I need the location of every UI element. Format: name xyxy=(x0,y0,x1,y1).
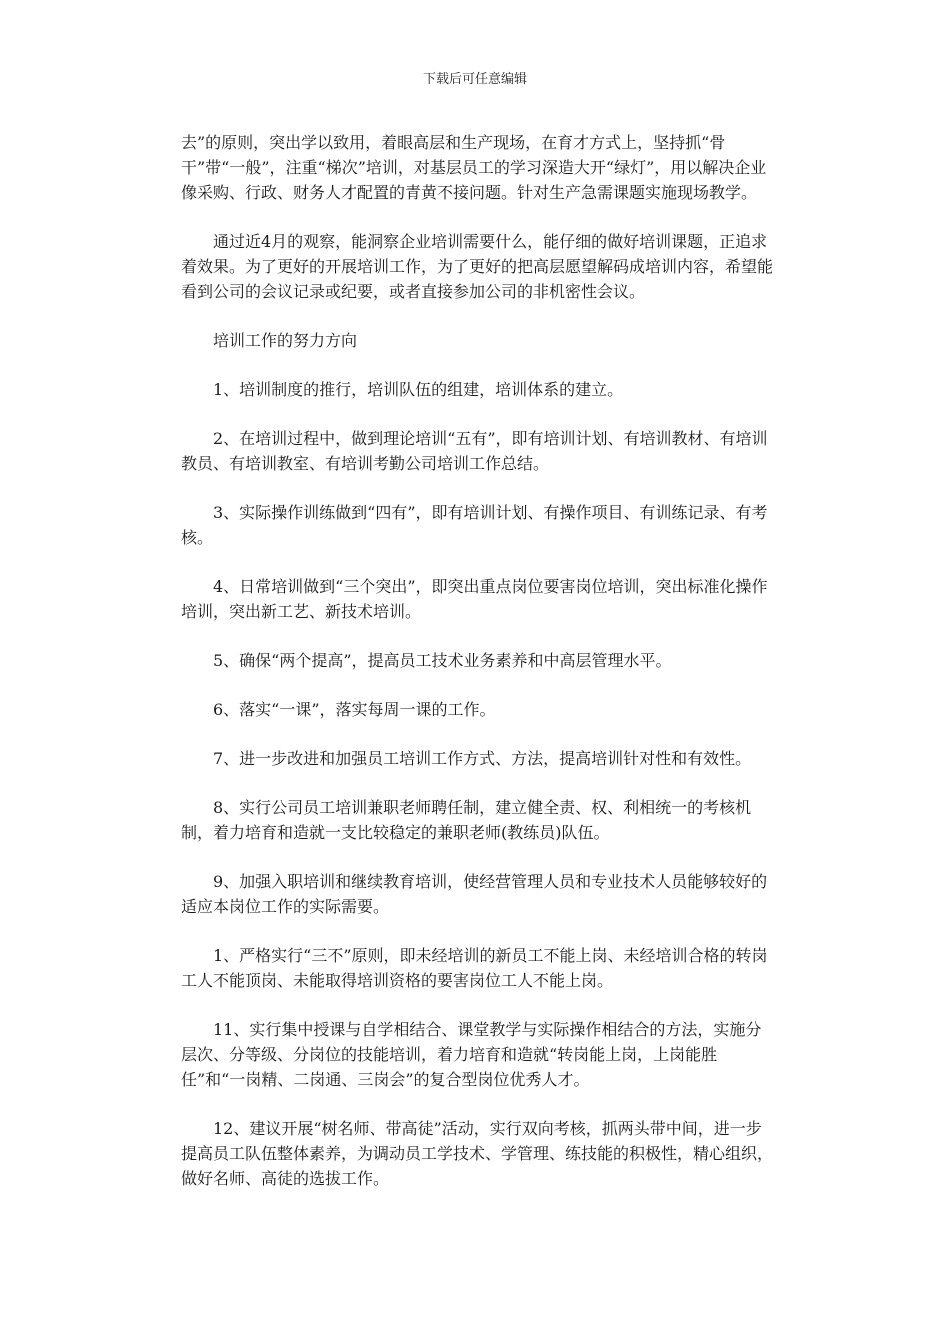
list-item: 4、日常培训做到“三个突出”，即突出重点岗位要害岗位培训，突出标准化操作培训，突出新工艺、新技术培训。 xyxy=(181,577,768,621)
list-item: 9、加强入职培训和继续教育培训，使经营管理人员和专业技术人员能够较好的适应本岗位工作的实际需要。 xyxy=(181,872,768,916)
list-item: 11、实行集中授课与自学相结合、课堂教学与实际操作相结合的方法，实施分层次、分等级、分岗位的技能培训，着力培育和造就“转岗能上岗，上岗能胜任”和“一岗精、二岗通、三岗会”的复合型岗位优秀人才。 xyxy=(181,1020,762,1089)
section-heading: 培训工作的努力方向 xyxy=(213,331,358,350)
list-item: 5、确保“两个提高”，提高员工技术业务素养和中高层管理水平。 xyxy=(213,651,672,670)
list-item: 6、落实“一课”，落实每周一课的工作。 xyxy=(213,700,496,719)
document-body xyxy=(181,130,773,1215)
page-header: 下载后可任意编辑 xyxy=(422,72,527,87)
list-item: 2、在培训过程中，做到理论培训“五有”，即有培训计划、有培训教材、有培训教员、有培训教室、有培训考勤公司培训工作总结。 xyxy=(181,429,768,473)
list-item: 1、培训制度的推行，培训队伍的组建，培训体系的建立。 xyxy=(213,380,624,399)
paragraph: 通过近4月的观察，能洞察企业培训需要什么，能仔细的做好培训课题，正追求着效果。为了更好的开展培训工作，为了更好的把高层愿望解码成培训内容，希望能看到公司的会议记录或纪要，或者直接参加公司的非机密性会议。 xyxy=(181,232,774,301)
list-item: 3、实际操作训练做到“四有”，即有培训计划、有操作项目、有训练记录、有考核。 xyxy=(181,503,768,547)
paragraph: 去”的原则，突出学以致用，着眼高层和生产现场，在育才方式上，坚持抓“骨干”带“一般”，注重“梯次”培训，对基层员工的学习深造大开“绿灯”，用以解决企业像采购、行政、财务人才配置的青黄不接问题。针对生产急需课题实施现场教学。 xyxy=(181,133,767,202)
list-item: 12、建议开展“树名师、带高徒”活动，实行双向考核，抓两头带中间，进一步提高员工队伍整体素养，为调动员工学技术、学管理、练技能的积极性，精心组织，做好名师、高徒的选拔工作。 xyxy=(181,1119,774,1188)
list-item: 8、实行公司员工培训兼职老师聘任制，建立健全责、权、利相统一的考核机制，着力培育和造就一支比较稳定的兼职老师(教练员)队伍。 xyxy=(181,798,752,842)
list-item: 7、进一步改进和加强员工培训工作方式、方法，提高培训针对性和有效性。 xyxy=(213,749,752,768)
list-item: 1、严格实行“三不”原则，即未经培训的新员工不能上岗、未经培训合格的转岗工人不能顶岗、未能取得培训资格的要害岗位工人不能上岗。 xyxy=(181,946,768,990)
